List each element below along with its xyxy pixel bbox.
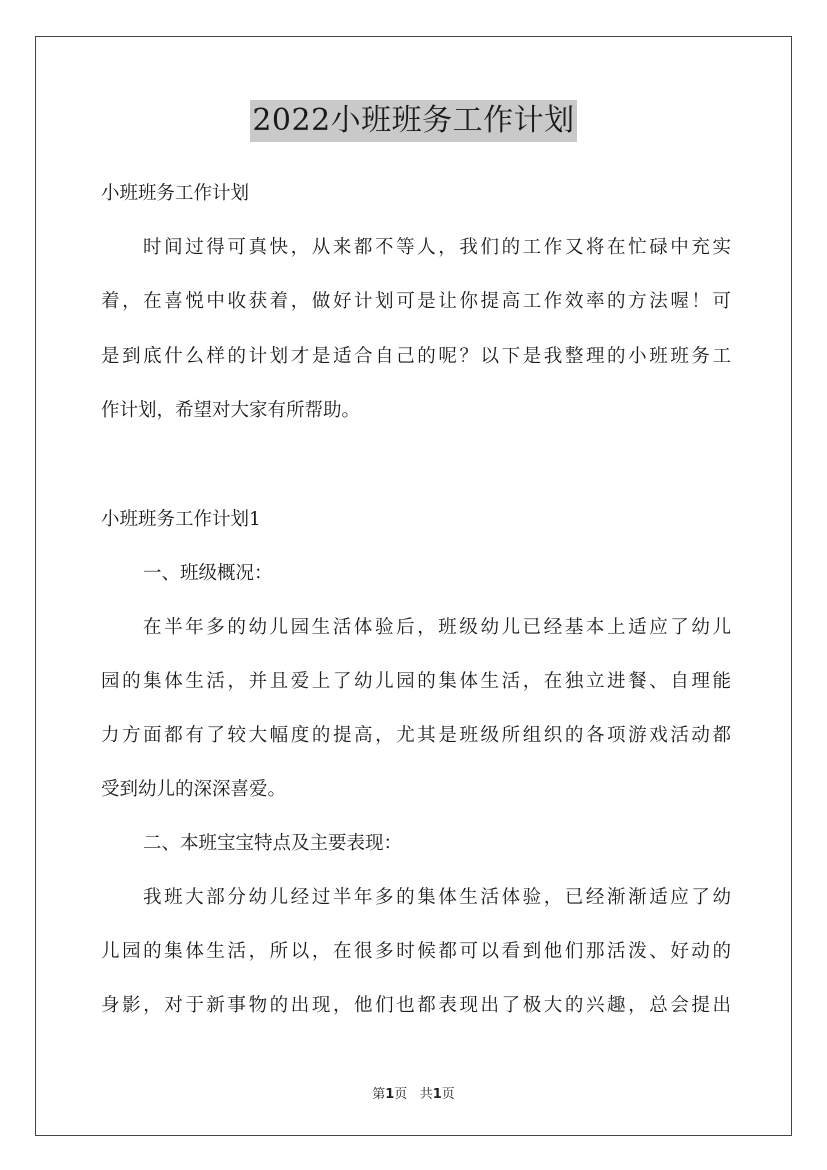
- total-prefix: 共: [419, 1087, 433, 1102]
- heading-plan: 小班班务工作计划: [101, 183, 250, 204]
- section-2-line-3: 身影，对于新事物的出现，他们也都表现出了极大的兴趣，总会提出: [101, 995, 731, 1016]
- page-number: 1: [385, 1087, 395, 1102]
- page-suffix: 页: [394, 1087, 408, 1102]
- intro-line-4: 作计划，希望对大家有所帮助。: [101, 400, 361, 421]
- intro-line-1: 时间过得可真快，从来都不等人，我们的工作又将在忙碌中充实: [143, 237, 731, 258]
- total-number: 1: [432, 1087, 442, 1102]
- document-title: 2022小班班务工作计划: [250, 100, 576, 142]
- heading-plan-1: 小班班务工作计划1: [101, 509, 261, 530]
- page-footer: [0, 1083, 827, 1102]
- intro-line-3: 是到底什么样的计划才是适合自己的呢？以下是我整理的小班班务工: [101, 346, 731, 367]
- section-1-line-1: 在半年多的幼儿园生活体验后，班级幼儿已经基本上适应了幼儿: [143, 617, 731, 638]
- section-1-line-4: 受到幼儿的深深喜爱。: [101, 779, 287, 800]
- intro-line-2: 着，在喜悦中收获着，做好计划可是让你提高工作效率的方法喔！可: [101, 291, 731, 312]
- page-prefix: 第: [372, 1087, 386, 1102]
- section-2-line-2: 儿园的集体生活，所以，在很多时候都可以看到他们那活泼、好动的: [101, 941, 731, 962]
- section-1-line-3: 力方面都有了较大幅度的提高，尤其是班级所组织的各项游戏活动都: [101, 725, 731, 746]
- section-1-title: 一、班级概况：: [143, 563, 273, 584]
- section-2-title: 二、本班宝宝特点及主要表现：: [143, 833, 403, 854]
- section-2-line-1: 我班大部分幼儿经过半年多的集体生活体验，已经渐渐适应了幼: [143, 887, 731, 908]
- title-container: [0, 100, 827, 142]
- total-suffix: 页: [441, 1087, 455, 1102]
- section-1-line-2: 园的集体生活，并且爱上了幼儿园的集体生活，在独立进餐、自理能: [101, 671, 731, 692]
